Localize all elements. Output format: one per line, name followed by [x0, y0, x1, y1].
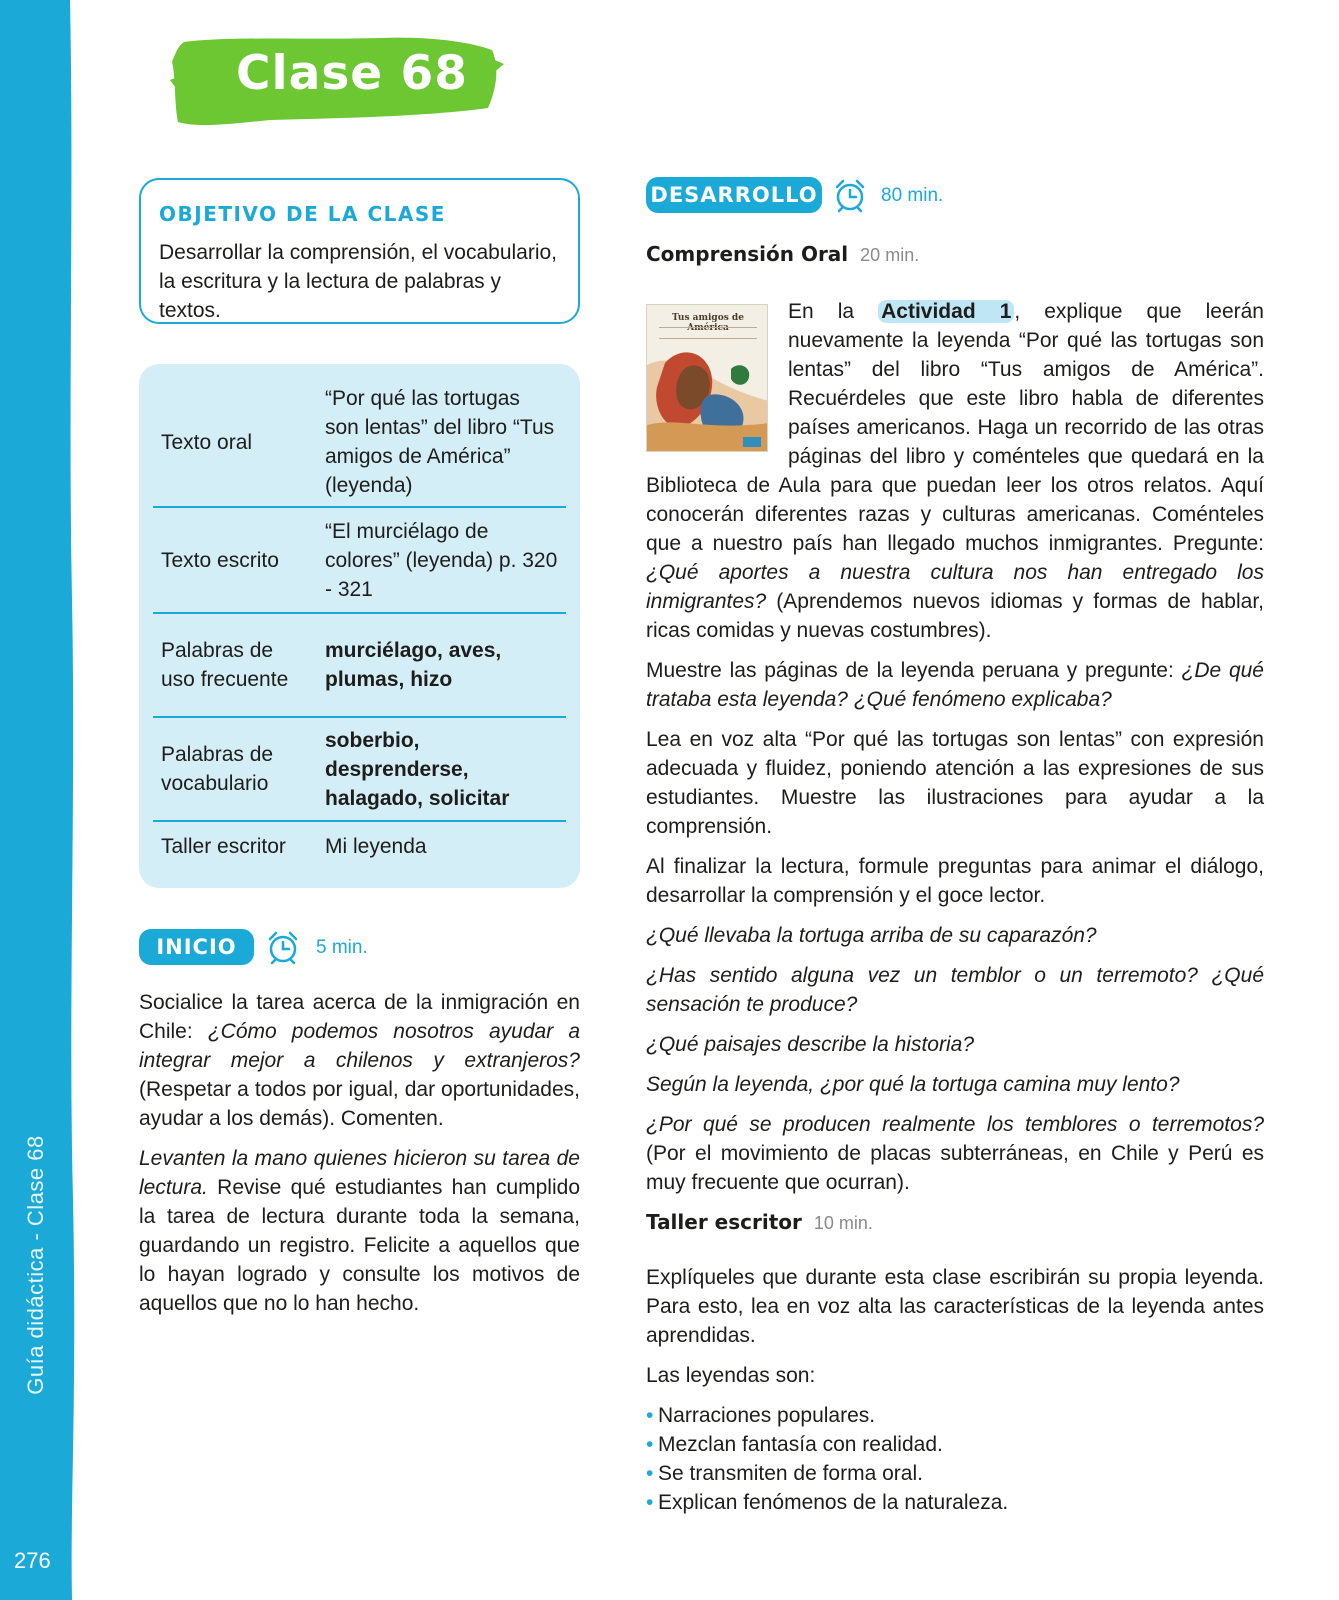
desarrollo-paragraph-2	[646, 656, 1264, 714]
desarrollo-paragraph-3: Lea en voz alta “Por qué las tortugas son lentas” con expresión adecuada y fluidez, poniendo atención a las expresiones de sus estudiantes. Muestre las ilustraciones para ayudar a la comprensión.	[646, 728, 1264, 838]
taller-paragraph-1: Explíqueles que durante esta clase escribirán su propia leyenda. Para esto, lea en voz alta las características de la leyenda antes aprendidas.	[646, 1266, 1264, 1347]
row-key: Taller escritor	[161, 835, 286, 858]
table-row	[153, 821, 566, 871]
text-span: En la	[788, 300, 879, 323]
question-3: ¿Qué paisajes describe la historia?	[646, 1033, 975, 1056]
taller-heading	[646, 1210, 873, 1234]
list-item: • Se transmiten de forma oral.	[646, 1459, 1264, 1488]
inicio-pill: INICIO	[139, 929, 254, 965]
question-5	[646, 1110, 1264, 1197]
objective-heading: OBJETIVO DE LA CLASE	[159, 202, 446, 226]
row-key: Palabras de uso frecuente	[161, 639, 289, 691]
row-value: “Por qué las tortugas son lentas” del libro “Tus amigos de América” (leyenda)	[325, 387, 555, 497]
inicio-body	[139, 988, 580, 1329]
question-1: ¿Qué llevaba la tortuga arriba de su caparazón?	[646, 924, 1097, 947]
list-item: • Narraciones populares.	[646, 1401, 1264, 1430]
row-key: Texto escrito	[161, 548, 279, 572]
text-span: (Aprendemos nuevos idiomas y formas de hablar, ricas comidas y nuevas costumbres).	[646, 590, 1264, 642]
leyenda-characteristics-list	[646, 1401, 1264, 1517]
list-item: • Explican fenómenos de la naturaleza.	[646, 1488, 1264, 1517]
table-row	[153, 613, 566, 717]
alarm-clock-icon	[265, 929, 301, 965]
list-item: • Mezclan fantasía con realidad.	[646, 1430, 1264, 1459]
row-key: Texto oral	[161, 430, 253, 454]
taller-body	[646, 1263, 1264, 1517]
objective-text: Desarrollar la comprensión, el vocabulario, la escritura y la lectura de palabras y textos.	[159, 241, 558, 322]
row-value: Mi leyenda	[325, 835, 427, 858]
table-row	[153, 507, 566, 613]
text-span: Revise qué estudiantes han cumplido la tarea de lectura durante toda la semana, guardando un registro. Felicite a aquellos que lo hayan logrado y consulte los motivos de aquellos que no lo han hecho.	[139, 1176, 580, 1315]
book-cover-title: Tus amigos de América	[672, 313, 744, 333]
table-row	[153, 378, 566, 507]
sidebar-label: Guía didáctica - Clase 68	[23, 1135, 48, 1395]
subhead-time: 10 min.	[813, 1213, 873, 1233]
question-span: ¿Por qué se producen realmente los temblores o terremotos?	[646, 1113, 1264, 1136]
summary-table	[139, 364, 580, 888]
inicio-paragraph-2	[139, 1144, 580, 1318]
text-span: Socialice la tarea acerca de la inmigración en Chile:	[139, 991, 580, 1043]
question-span: ¿Cómo podemos nosotros ayudar a integrar mejor a chilenos y extranjeros?	[139, 1020, 580, 1072]
taller-paragraph-2: Las leyendas son:	[646, 1364, 816, 1387]
row-value: soberbio, desprenderse, halagado, solicitar	[325, 728, 510, 810]
text-span: , explique que leerán nuevamente la leyenda “Por qué las tortugas son lentas” del libro “Tus amigos de América”. Recuérdeles que este libro habla de diferentes países americanos. Haga un recorrido de las otras páginas del libro y coménteles que quedará en la Biblioteca de Aula para que puedan leer los otros relatos. Aquí conocerán diferentes razas y culturas americanas. Coménteles que a nuestro país han llegado muchos inmigrantes. Pregunte:	[646, 300, 1264, 555]
text-span: (Respetar a todos por igual, dar oportunidades, ayudar a los demás). Comenten.	[139, 1078, 580, 1130]
desarrollo-paragraph-1	[646, 297, 1264, 645]
subhead-title: Taller escritor	[646, 1210, 802, 1234]
objective-box	[139, 178, 580, 324]
alarm-clock-icon	[832, 177, 868, 213]
page-number: 276	[14, 1548, 51, 1573]
desarrollo-body	[646, 297, 1264, 1208]
text-span: Muestre las páginas de la leyenda peruana y pregunte:	[646, 659, 1182, 682]
question-span: ¿Qué aportes a nuestra cultura nos han entregado los inmigrantes?	[646, 561, 1264, 613]
desarrollo-time: 80 min.	[881, 185, 944, 206]
subhead-time: 20 min.	[860, 245, 920, 265]
book-float-spacer	[646, 297, 788, 445]
desarrollo-pill: DESARROLLO	[646, 177, 822, 213]
inicio-paragraph-1	[139, 988, 580, 1133]
activity-link[interactable]: Actividad 1	[878, 300, 1014, 323]
row-value: “El murciélago de colores” (leyenda) p. 320 - 321	[325, 519, 558, 601]
comprension-heading	[646, 242, 919, 266]
table-row	[153, 717, 566, 821]
subhead-title: Comprensión Oral	[646, 242, 849, 266]
row-value: murciélago, aves, plumas, hizo	[325, 639, 502, 691]
page-title: Clase 68	[236, 46, 468, 101]
question-span: Levanten la mano quienes hicieron su tarea de lectura.	[139, 1147, 580, 1199]
question-span: ¿De qué trataba esta leyenda? ¿Qué fenómeno explicaba?	[646, 659, 1264, 711]
question-2: ¿Has sentido alguna vez un temblor o un terremoto? ¿Qué sensación te produce?	[646, 964, 1264, 1016]
inicio-time: 5 min.	[316, 937, 368, 958]
question-4: Según la leyenda, ¿por qué la tortuga camina muy lento?	[646, 1073, 1180, 1096]
row-key: Palabras de vocabulario	[161, 743, 274, 795]
text-span: (Por el movimiento de placas subterráneas, en Chile y Perú es muy frecuente que ocurran).	[646, 1142, 1264, 1194]
desarrollo-paragraph-4: Al finalizar la lectura, formule preguntas para animar el diálogo, desarrollar la comprensión y el goce lector.	[646, 855, 1264, 907]
